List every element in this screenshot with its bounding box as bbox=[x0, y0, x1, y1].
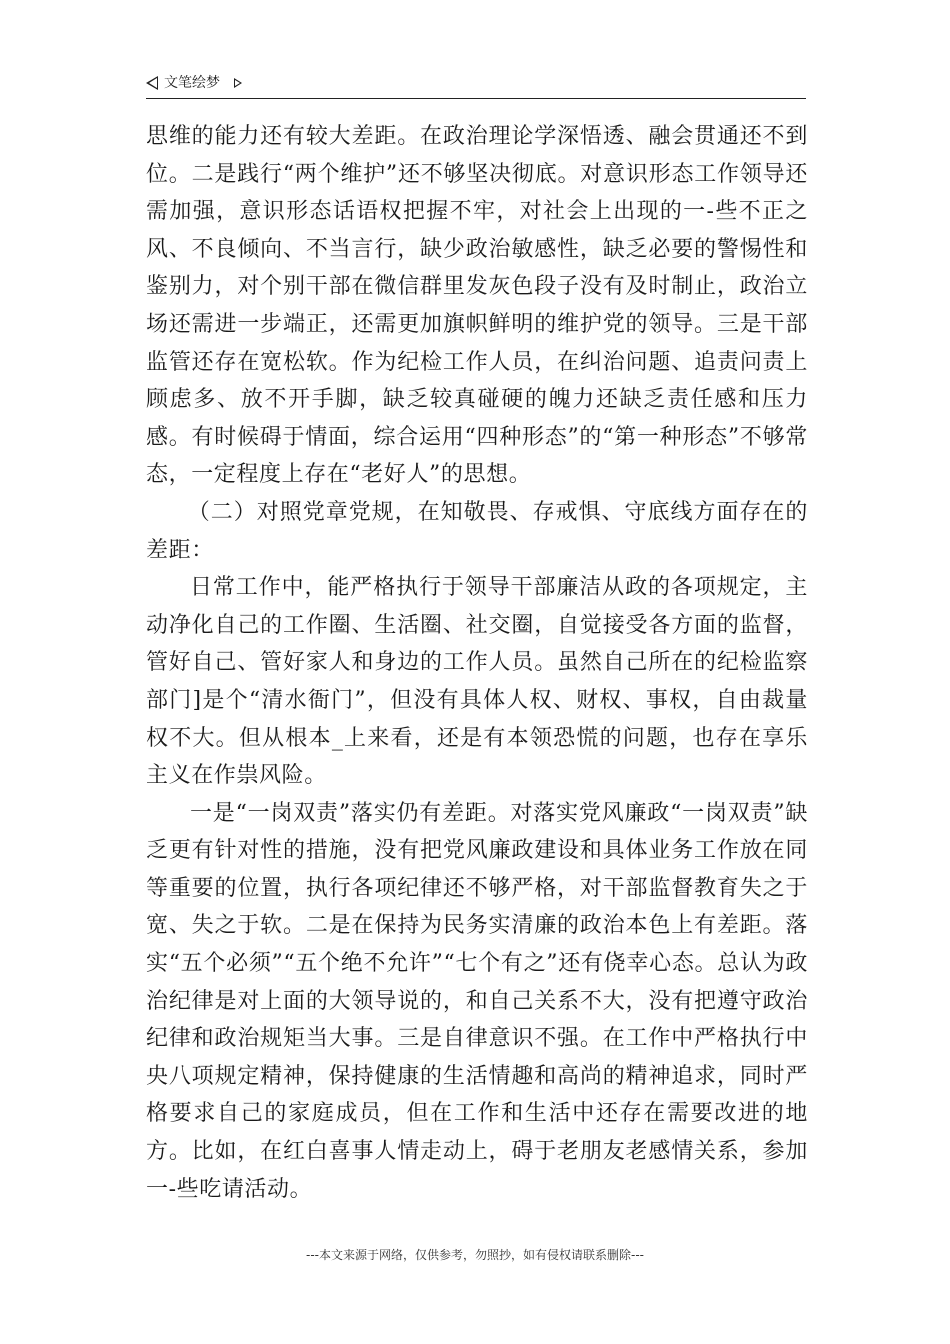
page-header bbox=[146, 74, 806, 99]
section-heading: （二）对照党章党规，在知敬畏、存戒惧、守底线方面存在的差距： bbox=[146, 499, 808, 563]
paragraph-continuation: 思维的能力还有较大差距。在政治理论学深悟透、融会贯通还不到位。二是践行“两个维护”还不够坚决彻底。对意识形态工作领导还需加强，意识形态话语权把握不牢，对社会上出现的一-些不正之风、不良倾向、不当言行，缺少政治敏感性，缺乏必要的警惕性和鉴别力，对个别干部在微信群里发灰色段子没有及时制止，政治立场还需进一步端正，还需更加旗帜鲜明的维护党的领导。三是干部监管还存在宽松软。作为纪检工作人员，在纠治问题、追责问责上顾虑多、放不开手脚，缺乏较真碰硬的魄力还缺乏责任感和压力感。有时候碍于情面，综合运用“四种形态”的“第一种形态”不够常态，一定程度上存在“老好人”的思想。 bbox=[146, 124, 808, 488]
right-triangle-icon bbox=[234, 78, 242, 88]
footer-notice: ---本文来源于网络，仅供参考，勿照抄，如有侵权请联系删除--- bbox=[306, 1248, 644, 1262]
document-body bbox=[146, 118, 808, 1208]
paragraph-shortcomings: 一是“一岗双责”落实仍有差距。对落实党风廉政“一岗双责”缺乏更有针对性的措施，没有把党风廉政建设和具体业务工作放在同等重要的位置，执行各项纪律还不够严格，对干部监督教育失之于宽、失之于软。二是在保持为民务实清廉的政治本色上有差距。落实“五个必须”“五个绝不允许”“七个有之”还有侥幸心态。总认为政治纪律是对上面的大领导说的，和自己关系不大，没有把遵守政治纪律和政治规矩当大事。三是自律意识不强。在工作中严格执行中央八项规定精神，保持健康的生活情趣和高尚的精神追求，同时严格要求自己的家庭成员，但在工作和生活中还存在需要改进的地方。比如，在红白喜事人情走动上，碍于老朋友老感情关系，参加一-些吃请活动。 bbox=[146, 800, 808, 1202]
paragraph-daily-work: 日常工作中，能严格执行于领导干部廉洁从政的各项规定，主动净化自己的工作圈、生活圈、社交圈，自觉接受各方面的监督，管好自己、管好家人和身边的工作人员。虽然自己所在的纪检监察部门]是个“清水衙门”，但没有具体人权、财权、事权，自由裁量权不大。但从根本_上来看，还是有本领恐慌的问题，也存在享乐主义在作祟风险。 bbox=[146, 575, 808, 789]
left-triangle-icon bbox=[146, 76, 158, 90]
header-brand: 文笔绘梦 bbox=[164, 75, 220, 91]
